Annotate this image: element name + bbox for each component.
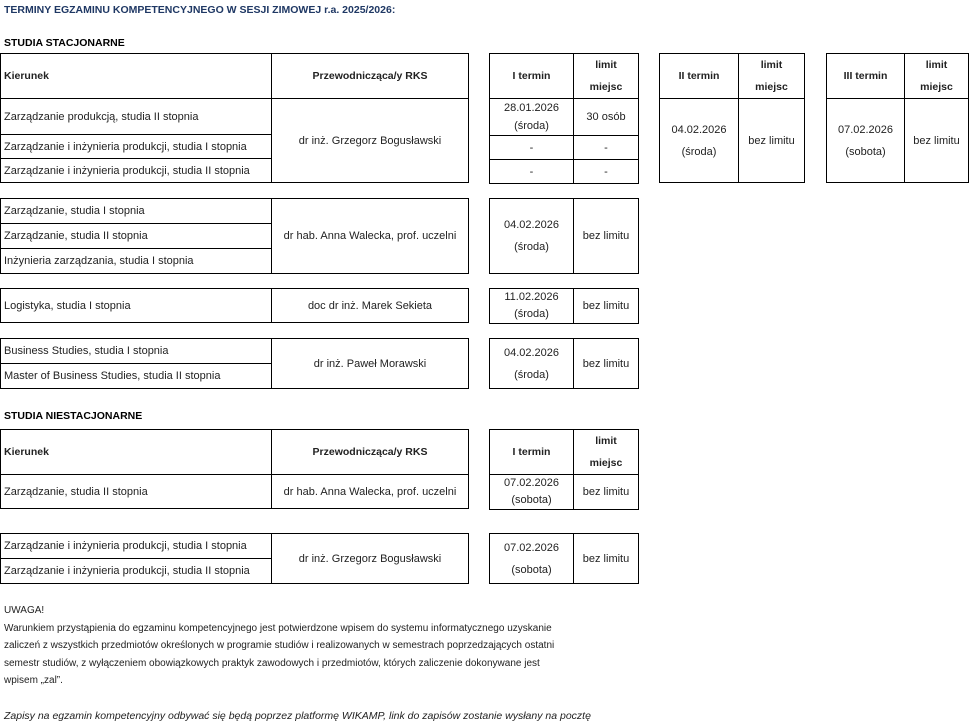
table-cell-limit: -	[574, 136, 639, 160]
table-cell-limit: bez limitu	[739, 99, 805, 183]
niestac-table-group1	[0, 429, 469, 509]
table-cell-limit: -	[574, 160, 639, 184]
section-heading-niestacjonarne: STUDIA NIESTACJONARNE	[4, 410, 143, 422]
stac-table-group2-termin	[489, 198, 639, 274]
table-cell-date: 04.02.2026 (środa)	[490, 199, 574, 274]
header-rks: Przewodnicząca/y RKS	[272, 430, 469, 475]
table-cell-kierunek: Zarządzanie i inżynieria produkcji, studia II stopnia	[1, 559, 272, 584]
header-limit: limit miejsc	[574, 430, 639, 475]
table-cell-rks: dr hab. Anna Walecka, prof. uczelni	[272, 199, 469, 274]
table-cell-limit: bez limitu	[574, 475, 639, 510]
table-cell-limit: 30 osób	[574, 99, 639, 136]
table-cell-kierunek: Business Studies, studia I stopnia	[1, 339, 272, 364]
table-cell-kierunek: Zarządzanie i inżynieria produkcji, studia I stopnia	[1, 135, 272, 159]
table-cell-kierunek: Zarządzanie i inżynieria produkcji, studia I stopnia	[1, 534, 272, 559]
header-limit: limit miejsc	[574, 54, 639, 99]
note-italic: Zapisy na egzamin kompetencyjny odbywać się będą poprzez platformę WIKAMP, link do zapisów zostanie wysłany na pocztę	[4, 710, 591, 722]
table-cell-rks: dr hab. Anna Walecka, prof. uczelni	[272, 475, 469, 509]
table-cell-kierunek: Master of Business Studies, studia II stopnia	[1, 364, 272, 389]
table-cell-kierunek: Zarządzanie produkcją, studia II stopnia	[1, 99, 272, 135]
header-limit: limit miejsc	[739, 54, 805, 99]
note-line: semestr studiów, z wyłączeniem obowiązkowych praktyk zawodowych i przedmiotów, których zaliczenie dokonywane jest	[4, 657, 540, 669]
header-termin1: I termin	[490, 54, 574, 99]
section-heading-stacjonarne: STUDIA STACJONARNE	[4, 37, 125, 49]
table-cell-kierunek: Zarządzanie i inżynieria produkcji, studia II stopnia	[1, 159, 272, 183]
table-cell-limit: bez limitu	[574, 339, 639, 389]
table-cell-date: 07.02.2026 (sobota)	[827, 99, 905, 183]
table-cell-date: 07.02.2026 (sobota)	[490, 534, 574, 584]
table-cell-kierunek: Logistyka, studia I stopnia	[1, 289, 272, 323]
header-kierunek: Kierunek	[1, 430, 272, 475]
header-termin1: I termin	[490, 430, 574, 475]
table-cell-kierunek: Zarządzanie, studia I stopnia	[1, 199, 272, 224]
page-title: TERMINY EGZAMINU KOMPETENCYJNEGO W SESJI ZIMOWEJ r.a. 2025/2026:	[4, 4, 396, 16]
niestac-table-termin1	[489, 429, 639, 510]
note-line: wpisem „zal”.	[4, 675, 63, 686]
stac-table-group3-termin	[489, 288, 639, 324]
table-cell-date: 04.02.2026 (środa)	[490, 339, 574, 389]
header-rks: Przewodnicząca/y RKS	[272, 54, 469, 99]
stac-table-group3	[0, 288, 469, 323]
table-cell-rks: dr inż. Grzegorz Bogusławski	[272, 534, 469, 584]
note-block	[4, 602, 554, 690]
note-line: Warunkiem przystąpienia do egzaminu kompetencyjnego jest potwierdzone wpisem do systemu informatycznego uzyskanie	[4, 622, 552, 634]
table-cell-date: 11.02.2026 (środa)	[490, 289, 574, 324]
table-cell-date: -	[490, 160, 574, 184]
stac-table-group2	[0, 198, 469, 274]
note-line: zaliczeń z wszystkich przedmiotów określonych w programie studiów i realizowanych w semestrach poprzedzających ostatni	[4, 640, 555, 651]
table-cell-kierunek: Inżynieria zarządzania, studia I stopnia	[1, 249, 272, 274]
table-cell-date: -	[490, 136, 574, 160]
table-cell-rks: dr inż. Paweł Morawski	[272, 339, 469, 389]
table-cell-rks: dr inż. Grzegorz Bogusławski	[272, 99, 469, 183]
table-cell-date: 07.02.2026 (sobota)	[490, 475, 574, 510]
header-kierunek: Kierunek	[1, 54, 272, 99]
stac-table-group4	[0, 338, 469, 389]
table-cell-limit: bez limitu	[574, 199, 639, 274]
niestac-table-group2	[0, 533, 469, 584]
niestac-table-group2-termin	[489, 533, 639, 584]
note-heading: UWAGA!	[4, 605, 45, 616]
stac-table-termin3	[826, 53, 969, 183]
stac-table-group4-termin	[489, 338, 639, 389]
stac-table-group1	[0, 53, 469, 183]
table-cell-kierunek: Zarządzanie, studia II stopnia	[1, 475, 272, 509]
stac-table-termin2	[659, 53, 805, 183]
header-termin3: III termin	[827, 54, 905, 99]
table-cell-limit: bez limitu	[574, 289, 639, 324]
table-cell-limit: bez limitu	[574, 534, 639, 584]
header-limit: limit miejsc	[905, 54, 969, 99]
table-cell-kierunek: Zarządzanie, studia II stopnia	[1, 224, 272, 249]
table-cell-limit: bez limitu	[905, 99, 969, 183]
header-termin2: II termin	[660, 54, 739, 99]
table-cell-rks: doc dr inż. Marek Sekieta	[272, 289, 469, 323]
table-cell-date: 28.01.2026 (środa)	[490, 99, 574, 136]
stac-table-termin1	[489, 53, 639, 184]
table-cell-date: 04.02.2026 (środa)	[660, 99, 739, 183]
